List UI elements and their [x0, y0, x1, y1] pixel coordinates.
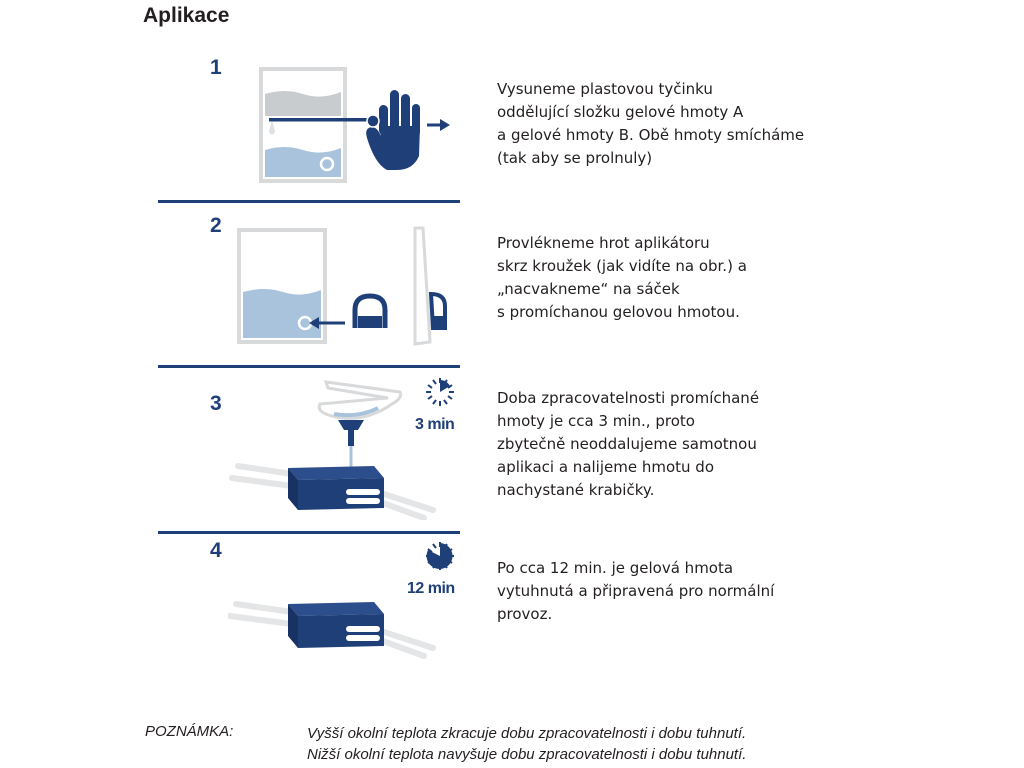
gel-b-icon [265, 147, 341, 177]
step-4-number: 4 [210, 539, 222, 562]
note-line: Nižší okolní teplota navyšuje dobu zpracovatelnosti i dobu tuhnutí. [307, 746, 747, 763]
step-4-line: provoz. [497, 605, 553, 623]
step-3-text [497, 387, 857, 502]
page-title: Aplikace [143, 4, 230, 27]
step-3-line: aplikaci a nalijeme hmotu do [497, 458, 714, 476]
step-divider [158, 531, 460, 534]
plastic-stick-icon [269, 118, 381, 122]
step-1-number: 1 [210, 56, 222, 79]
step-1-line: (tak aby se prolnuly) [497, 149, 653, 167]
step-2-number: 2 [210, 214, 222, 237]
step-4-illustration [228, 540, 468, 664]
step-4-line: vytuhnutá a připravená pro normální [497, 582, 775, 600]
step-1-text [497, 78, 857, 170]
step-3-line: nachystané krabičky. [497, 481, 655, 499]
step-divider [158, 200, 460, 203]
step-2-illustration [233, 224, 463, 348]
step-4-text [497, 557, 857, 626]
step-3-number: 3 [210, 392, 222, 415]
timer-3min-icon [426, 378, 454, 406]
step-1-line: a gelové hmoty B. Obě hmoty smícháme [497, 126, 805, 144]
step-2-text [497, 232, 857, 324]
step-3-line: zbytečně neoddalujeme samotnou [497, 435, 757, 453]
step-3-line: Doba zpracovatelnosti promíchané [497, 389, 760, 407]
timer-3min-label: 3 min [415, 416, 455, 433]
step-3-line: hmoty je cca 3 min., proto [497, 412, 695, 430]
step-2-line: „nacvakneme“ na sáček [497, 280, 680, 298]
timer-12min-label: 12 min [407, 580, 455, 597]
note-text [307, 723, 746, 765]
applicator-nozzle-icon [338, 420, 364, 446]
step-2-line: Provlékneme hrot aplikátoru [497, 234, 710, 252]
timer-12min-icon [426, 542, 454, 570]
junction-box-icon [288, 602, 384, 648]
step-3-illustration [228, 374, 468, 520]
step-1-line: oddělující složku gelové hmoty A [497, 103, 744, 121]
applicator-side-icon [431, 294, 445, 328]
step-2-line: skrz kroužek (jak vidíte na obr.) a [497, 257, 747, 275]
arrow-right-icon [427, 119, 450, 131]
step-2-line: s promíchanou gelovou hmotou. [497, 303, 740, 321]
step-4-line: Po cca 12 min. je gelová hmota [497, 559, 734, 577]
step-divider [158, 365, 460, 368]
applicator-ring-icon [355, 296, 385, 328]
step-1-line: Vysuneme plastovou tyčinku [497, 80, 713, 98]
hand-icon [366, 90, 420, 170]
note-line: Vyšší okolní teplota zkracuje dobu zpracovatelnosti i dobu tuhnutí. [307, 725, 747, 742]
note-label: POZNÁMKA: [145, 723, 234, 740]
step-1-illustration [255, 64, 455, 188]
